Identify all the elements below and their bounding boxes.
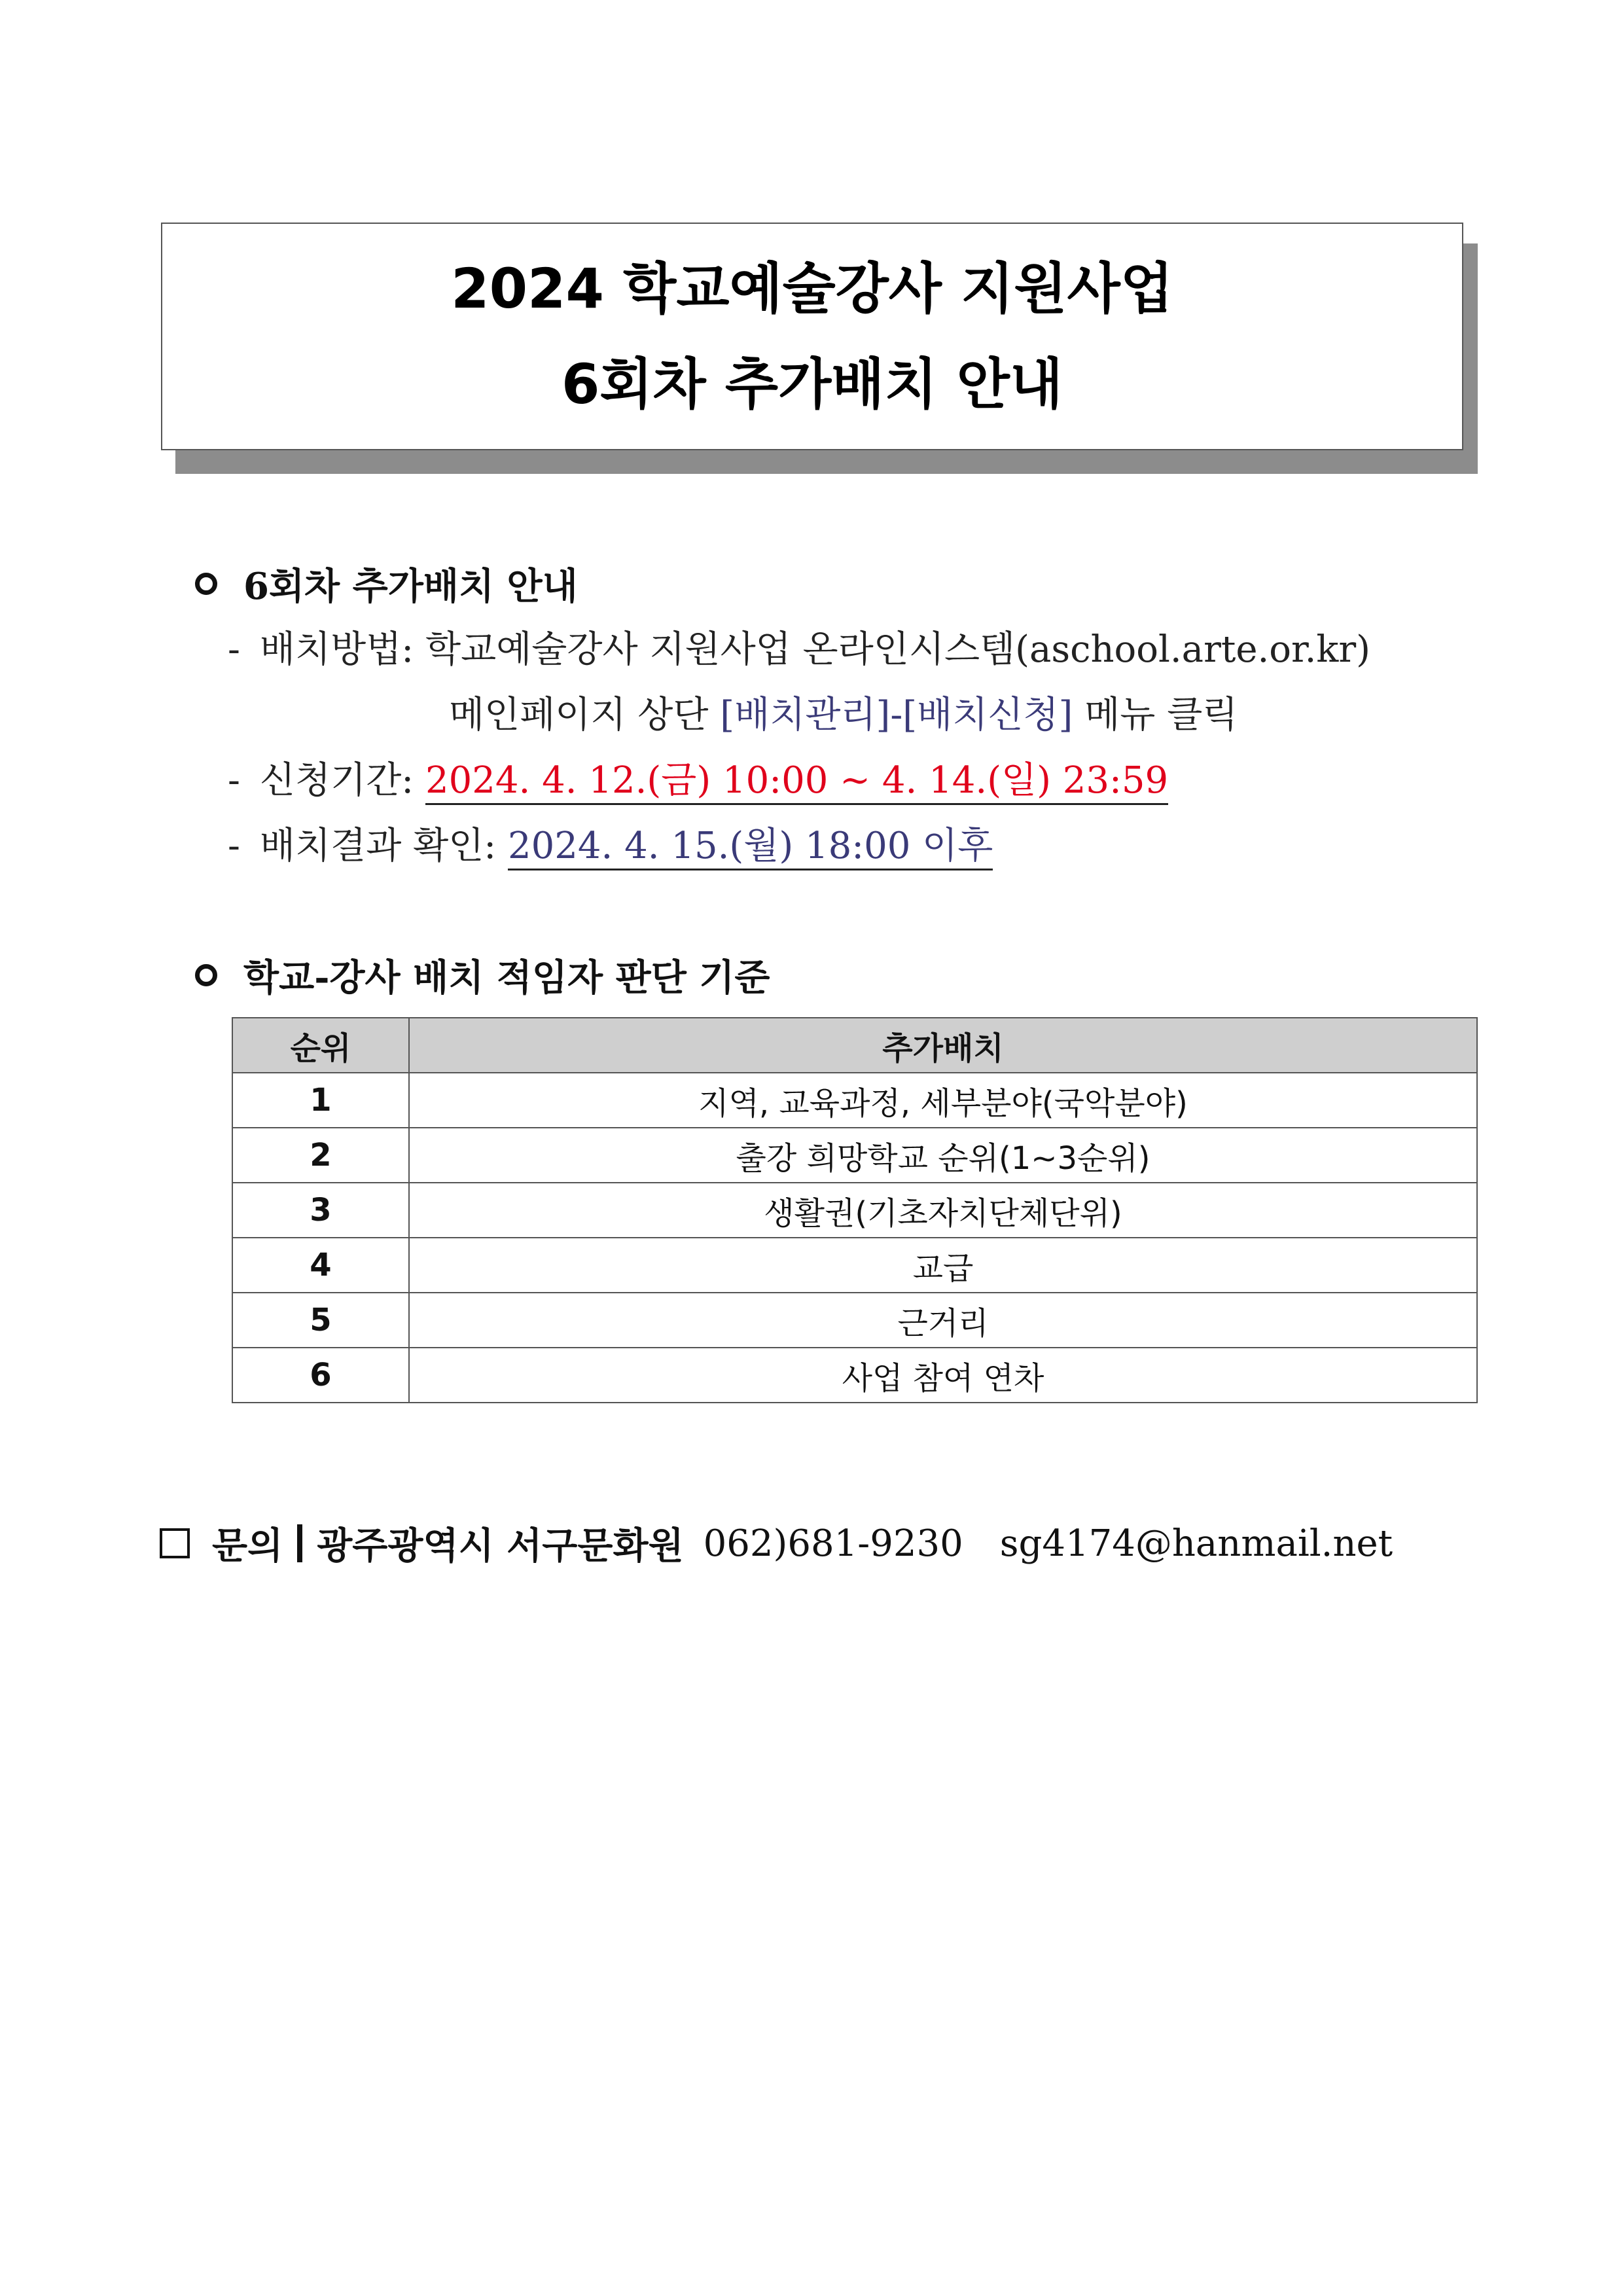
title-line-1: 2024 학교예술강사 지원사업 [451, 257, 1173, 321]
criteria-cell: 생활권(기초자치단체단위) [409, 1183, 1477, 1238]
dash-marker: - [228, 825, 240, 867]
rank-cell: 6 [232, 1348, 409, 1403]
result-value: 2024. 4. 15.(월) 18:00 이후 [508, 825, 993, 870]
rank-cell: 2 [232, 1128, 409, 1183]
criteria-table [232, 1017, 1478, 1403]
criteria-cell: 출강 희망학교 순위(1~3순위) [409, 1128, 1477, 1183]
title-line-2: 6회차 추가배치 안내 [561, 352, 1063, 416]
contact-label: 문의 [212, 1524, 283, 1568]
section-1-heading-text: 6회차 추가배치 안내 [243, 565, 578, 608]
contact-org: 광주광역시 서구문화원 [317, 1524, 684, 1568]
section-2-heading-text: 학교-강사 배치 적임자 판단 기준 [243, 956, 770, 999]
contact-phone: 062)681-9230 [703, 1522, 963, 1565]
dash-marker: - [228, 759, 240, 802]
table-row [232, 1238, 1477, 1293]
method-text2-suffix: 메뉴 클릭 [1084, 694, 1238, 736]
header-rank: 순위 [232, 1018, 409, 1073]
table-row [232, 1348, 1477, 1403]
contact-email: sg4174@hanmail.net [999, 1522, 1393, 1565]
separator-bar [297, 1524, 302, 1562]
table-row [232, 1073, 1477, 1128]
method-text: 학교예술강사 지원사업 온라인시스템(aschool.arte.or.kr) [425, 628, 1370, 671]
result-line [228, 817, 993, 869]
table-row [232, 1293, 1477, 1348]
contact-line [160, 1517, 1393, 1570]
method-line-2 [449, 686, 1238, 738]
section-2-heading [195, 949, 770, 1001]
criteria-cell: 교급 [409, 1238, 1477, 1293]
section-1-heading [195, 558, 578, 610]
period-line [228, 751, 1168, 804]
title-box [161, 223, 1463, 450]
bullet-circle-icon [195, 964, 217, 986]
period-value: 2024. 4. 12.(금) 10:00 ~ 4. 14.(일) 23:59 [425, 759, 1168, 805]
criteria-cell: 근거리 [409, 1293, 1477, 1348]
period-label: 신청기간: [259, 759, 414, 802]
rank-cell: 1 [232, 1073, 409, 1128]
checkbox-square-icon [160, 1528, 190, 1558]
method-menu: [배치관리]-[배치신청] [720, 694, 1073, 736]
result-label: 배치결과 확인: [259, 825, 497, 867]
method-line [228, 620, 1370, 673]
method-text2-prefix: 메인페이지 상단 [449, 694, 709, 736]
criteria-cell: 지역, 교육과정, 세부분야(국악분야) [409, 1073, 1477, 1128]
method-label: 배치방법: [259, 628, 414, 671]
table-header-row [232, 1018, 1477, 1073]
bullet-circle-icon [195, 573, 217, 595]
criteria-cell: 사업 참여 연차 [409, 1348, 1477, 1403]
rank-cell: 3 [232, 1183, 409, 1238]
dash-marker: - [228, 628, 240, 671]
table-row [232, 1183, 1477, 1238]
rank-cell: 5 [232, 1293, 409, 1348]
header-criteria: 추가배치 [409, 1018, 1477, 1073]
table-row [232, 1128, 1477, 1183]
rank-cell: 4 [232, 1238, 409, 1293]
